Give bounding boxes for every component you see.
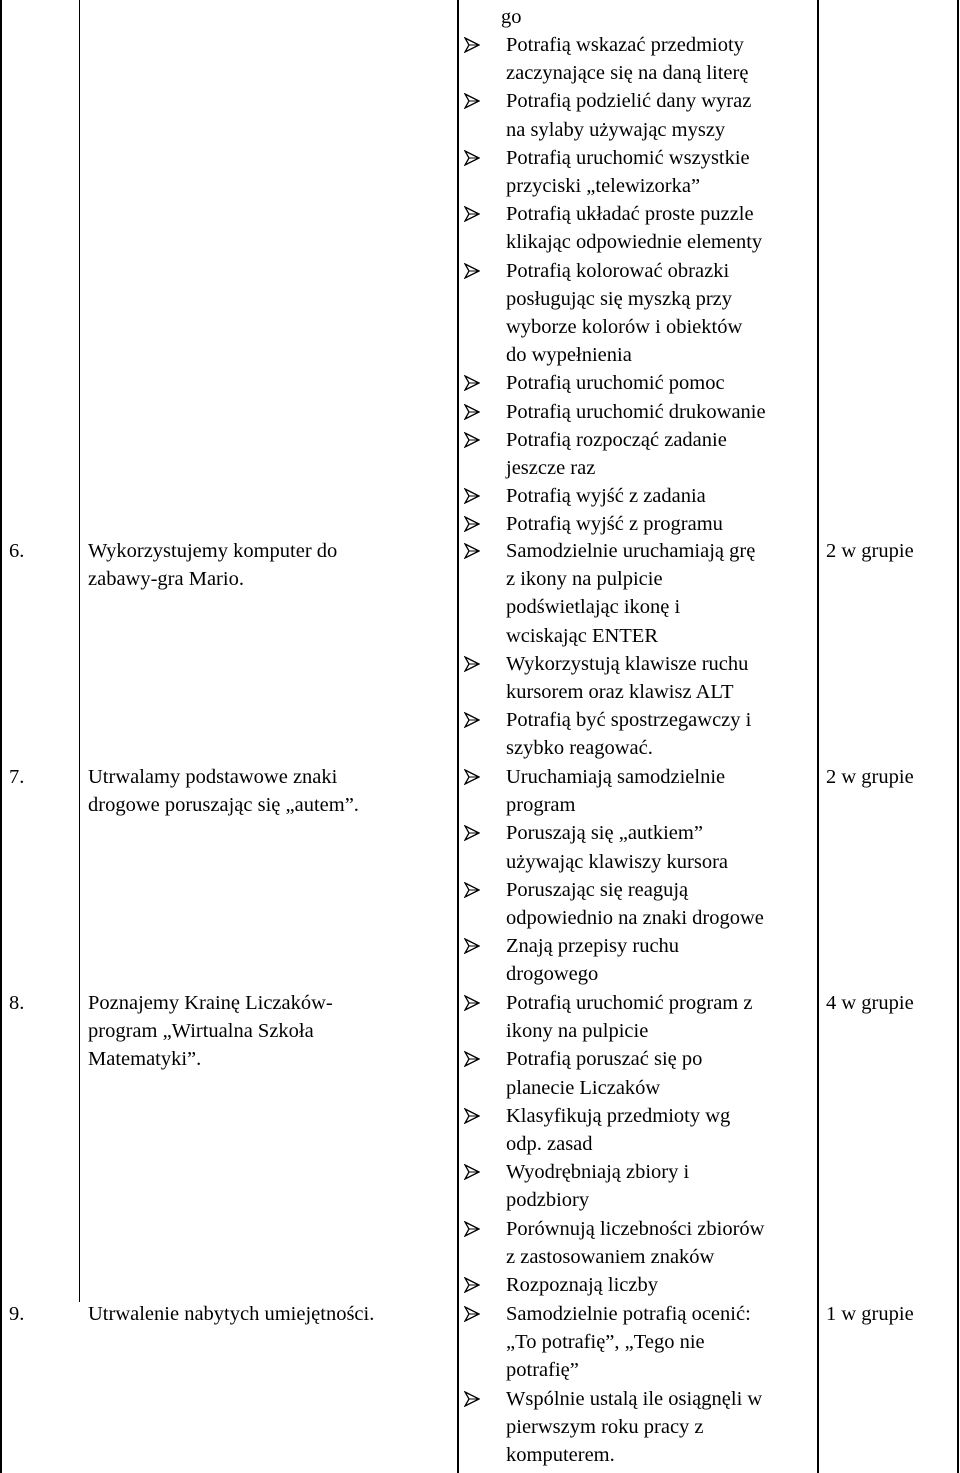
goal-text-line: odpowiednio na znaki drogowe [506,906,764,929]
goal-text-line: kursorem oraz klawisz ALT [506,680,734,703]
arrowhead-bullet-icon [464,825,480,841]
row-topic-line: zabawy-gra Mario. [88,568,244,590]
table-border-right [957,0,959,1473]
goal-text-line: ikony na pulpicie [506,1020,649,1043]
goal-text-line: klikając odpowiednie elementy [506,231,763,254]
arrowhead-bullet-icon [464,404,480,420]
goal-text [506,144,750,200]
row-group-size: 4 w grupie [826,992,914,1014]
goal-text-line: Samodzielnie uruchamiają grę [506,540,756,562]
arrowhead-bullet-icon [464,1051,480,1067]
goal-text-line: z zastosowaniem znaków [506,1245,715,1268]
arrowhead-bullet-icon [464,1164,480,1180]
goal-text-line: Uruchamiają samodzielnie [506,766,726,788]
goal-text [506,650,748,706]
goal-text [506,1158,689,1214]
goal-text-line: Potrafią kolorować obrazki [506,259,730,282]
goal-text-line: Wyodrębniają zbiory i [506,1161,690,1184]
goal-text-line: Potrafią uruchomić wszystkie [506,146,750,169]
arrowhead-bullet-icon [464,150,480,166]
goal-text-line: szybko reagować. [506,737,653,760]
row-topic-line: Wykorzystujemy komputer do [88,540,338,562]
arrowhead-bullet-icon [464,995,480,1011]
goal-text-line: używając klawiszy kursora [506,850,728,873]
arrowhead-bullet-icon [464,263,480,279]
table-divider-3 [817,0,819,1473]
goal-text-line: Potrafią rozpocząć zadanie [506,428,727,451]
goal-text-line: Potrafią wskazać przedmioty [506,34,744,56]
goal-text-line: wyborze kolorów i obiektów [506,315,743,338]
goal-text-line: planecie Liczaków [506,1076,661,1099]
arrowhead-bullet-icon [464,1306,480,1322]
goal-text [506,200,762,256]
goal-text-line: Potrafią uruchomić pomoc [506,372,725,395]
goal-text [506,932,679,988]
row-group-size: 1 w grupie [826,1303,914,1325]
goal-text-line: na sylaby używając myszy [506,118,726,141]
arrowhead-bullet-icon [464,1277,480,1293]
goal-text-line: do wypełnienia [506,344,632,367]
goal-text [506,398,766,426]
goal-text [506,369,725,397]
arrowhead-bullet-icon [464,938,480,954]
goal-text-line: Porównują liczebności zbiorów [506,1217,765,1240]
arrowhead-bullet-icon [464,432,480,448]
row-group-size: 2 w grupie [826,540,914,562]
goal-text [506,31,748,87]
goal-text-line: pierwszym roku pracy z [506,1415,704,1438]
arrowhead-bullet-icon [464,712,480,728]
goal-text [506,1102,730,1158]
goal-text [506,482,706,510]
goal-text-line: podświetlając ikonę i [506,596,681,619]
goal-text [506,989,752,1045]
goal-text-line: odp. zasad [506,1132,593,1155]
goal-text [506,1215,764,1271]
goal-text-line: Poruszając się reagują [506,878,689,901]
goal-text-line: potrafię” [506,1359,579,1382]
goal-text [506,426,727,482]
goal-text-line: Poruszają się „autkiem” [506,822,703,845]
goal-text [506,537,755,650]
goal-text-line: Potrafią być spostrzegawczy i [506,709,752,732]
goal-text-line: program [506,794,576,817]
row-number: 9. [9,1303,25,1325]
goal-text-line: Potrafią uruchomić program z [506,992,753,1014]
row-topic-line: Poznajemy Krainę Liczaków- [88,992,333,1014]
row-topic-line: program „Wirtualna Szkoła [88,1020,314,1042]
goal-text-line: podzbiory [506,1189,590,1212]
arrowhead-bullet-icon [464,37,480,53]
arrowhead-bullet-icon [464,488,480,504]
goal-text-line: Wspólnie ustalą ile osiągnęli w [506,1387,763,1410]
arrowhead-bullet-icon [464,206,480,222]
table-border-left [0,0,2,1473]
continuation-text: go [501,6,522,28]
goal-text-line: „To potrafię”, „Tego nie [506,1331,705,1354]
goal-text-line: Potrafią podzielić dany wyraz [506,90,752,113]
row-number: 8. [9,992,25,1014]
row-number: 7. [9,766,25,788]
goal-text [506,876,764,932]
arrowhead-bullet-icon [464,1391,480,1407]
goal-text-line: Klasyfikują przedmioty wg [506,1104,731,1127]
goal-text-line: komputerem. [506,1443,615,1466]
arrowhead-bullet-icon [464,769,480,785]
goal-text-line: Rozpoznają liczby [506,1274,658,1296]
goal-text [506,257,742,370]
goal-text-line: Wykorzystują klawisze ruchu [506,652,749,675]
goal-text-line: posługując się myszką przy [506,287,733,310]
row-group-size: 2 w grupie [826,766,914,788]
goal-text [506,1271,658,1299]
table-divider-2 [457,0,459,1473]
arrowhead-bullet-icon [464,375,480,391]
row-topic-line: Utrwalenie nabytych umiejętności. [88,1303,375,1325]
goal-text [506,763,725,819]
goal-text-line: drogowego [506,963,599,986]
goal-text-line: przyciski „telewizorka” [506,174,701,197]
arrowhead-bullet-icon [464,1221,480,1237]
goal-text-line: wciskając ENTER [506,624,658,647]
goal-text-line: jeszcze raz [506,456,596,479]
goal-text-line: Potrafią uruchomić drukowanie [506,400,766,423]
arrowhead-bullet-icon [464,516,480,532]
goal-text-line: Znają przepisy ruchu [506,935,680,958]
row-topic-line: Utrwalamy podstawowe znaki [88,766,338,788]
goal-text-line: z ikony na pulpicie [506,568,663,591]
goal-text-line: zaczynające się na daną literę [506,62,749,85]
goal-text [506,1385,762,1470]
goal-text-line: Potrafią układać proste puzzle [506,203,754,226]
goal-text [506,87,751,143]
goal-text [506,510,723,538]
row-topic-line: Matematyki”. [88,1048,202,1070]
arrowhead-bullet-icon [464,656,480,672]
goal-text-line: Potrafią wyjść z zadania [506,485,706,508]
arrowhead-bullet-icon [464,1108,480,1124]
arrowhead-bullet-icon [464,93,480,109]
goal-text [506,1300,751,1385]
row-topic-line: drogowe poruszając się „autem”. [88,794,359,816]
goal-text-line: Potrafią poruszać się po [506,1048,703,1071]
goal-text [506,1045,702,1101]
table-divider-1 [79,0,80,1302]
goal-text [506,819,728,875]
row-number: 6. [9,540,25,562]
goal-text [506,706,751,762]
arrowhead-bullet-icon [464,882,480,898]
arrowhead-bullet-icon [464,543,480,559]
goal-text-line: Potrafią wyjść z programu [506,513,723,536]
goal-text-line: Samodzielnie potrafią ocenić: [506,1303,751,1325]
